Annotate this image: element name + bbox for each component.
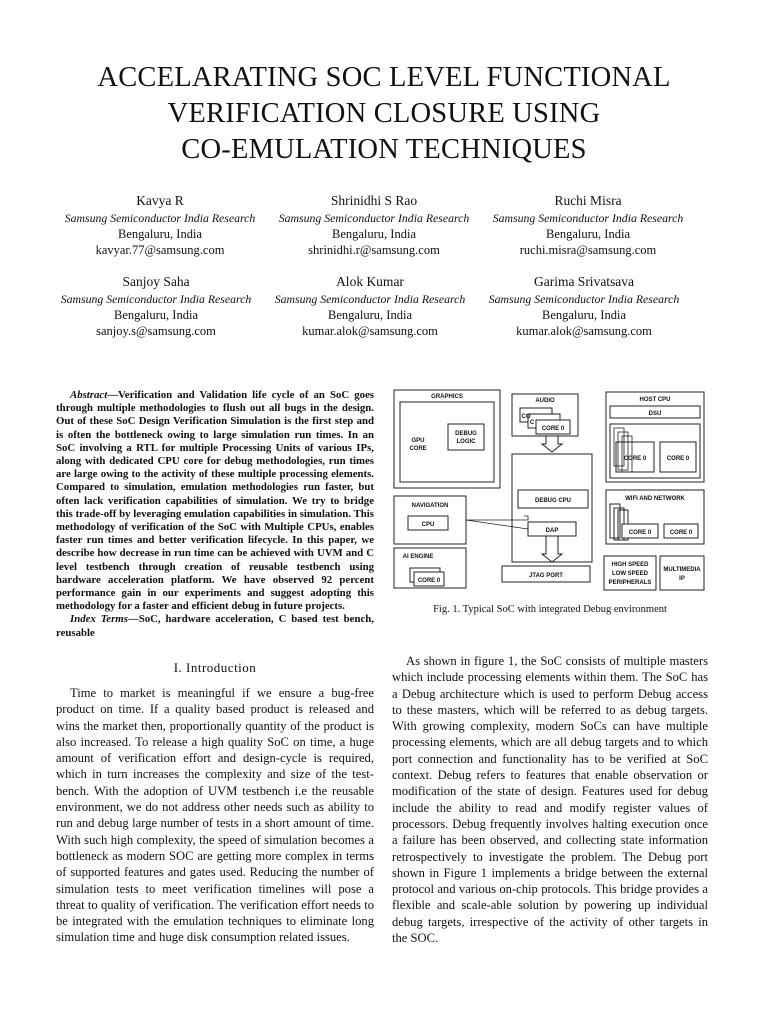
author-city: Bengaluru, India	[113, 308, 198, 322]
author-email: kumar.alok@samsung.com	[516, 324, 652, 338]
author-affiliation: Samsung Semiconductor India Research	[60, 292, 252, 306]
audio-arrow	[542, 436, 562, 452]
multimedia-block	[660, 556, 704, 590]
right-body	[392, 653, 708, 946]
author-city: Bengaluru, India	[545, 227, 630, 241]
debug-logic-label-2: LOGIC	[456, 439, 476, 445]
author-name: Kavya R	[136, 193, 184, 208]
graphics-label: GRAPHICS	[431, 394, 463, 400]
dsu-label: DSU	[648, 411, 662, 417]
author-block	[255, 273, 485, 339]
debug-logic-label-1: DEBUG	[455, 431, 477, 437]
title-line-3: CO-EMULATION TECHNIQUES	[181, 134, 587, 165]
author-name: Garima Srivatsava	[533, 274, 635, 289]
gpu-label-2: CORE	[409, 446, 427, 452]
author-name: Shrinidhi S Rao	[330, 193, 418, 208]
author-name: Sanjoy Saha	[122, 274, 190, 289]
debug-logic-block	[448, 424, 484, 450]
author-affiliation: Samsung Semiconductor India Research	[278, 211, 470, 225]
author-city: Bengaluru, India	[331, 227, 416, 241]
navigation-label: NAVIGATION	[411, 503, 449, 509]
periph-label-1: HIGH SPEED	[611, 562, 649, 568]
right-paragraph: As shown in figure 1, the SoC consists of multiple masters which include processing elements within them. The SoC has a Debug architecture which is used to perform Debug access to these masters, which will be referred to as debug targets. With growing complexity, modern SoCs can have multiple processing elements, which are all debug targets and to which port connection and functionality has to be verified at SoC context. Debug refers to features that enable observation or modification of the state of design. Features used for debug include the ability to read and modify register values of processors. Debug frequently involves halting execution once a failure has been observed, and collecting state information retrospectively to investigate the problem. The Debug port shown in Figure 1 implements a bridge between the external protocol and various on-chip protocols. This bridge provides a flexible and scale-able solution by powering up individual debug targets, irrespective of the activity of other targets in the SOC.	[392, 654, 708, 946]
host-core-b-label: CORE 0	[666, 456, 690, 462]
author-name: Ruchi Misra	[554, 193, 622, 208]
audio-label: AUDIO	[535, 398, 555, 404]
author-affiliation: Samsung Semiconductor India Research	[64, 211, 256, 225]
title-line-2: VERIFICATION CLOSURE USING	[167, 98, 601, 129]
host-core-a-label: CORE 0	[623, 456, 647, 462]
author-email: shrinidhi.r@samsung.com	[308, 243, 440, 257]
dap-label: DAP	[545, 528, 559, 534]
dap-to-jtag-arrow	[542, 536, 562, 562]
ai-engine-label: AI ENGINE	[402, 554, 434, 560]
periph-label-2: LOW SPEED	[611, 571, 649, 577]
figure-caption: Fig. 1. Typical SoC with integrated Debug environment	[433, 604, 667, 615]
wifi-core-a-label: CORE 0	[628, 530, 652, 536]
author-city: Bengaluru, India	[541, 308, 626, 322]
host-cpu-label: HOST CPU	[639, 397, 671, 403]
wifi-label: WIFI AND NETWORK	[625, 496, 685, 502]
abstract-paragraph	[56, 389, 374, 613]
audio-core-back2-label: CO	[521, 414, 531, 420]
author-city: Bengaluru, India	[327, 308, 412, 322]
audio-core-label: CORE 0	[541, 426, 565, 432]
soc-diagram	[392, 384, 708, 594]
nav-cpu-label: CPU	[421, 522, 435, 528]
jtag-label: JTAG PORT	[529, 573, 563, 579]
wifi-core-b-label: CORE 0	[669, 530, 693, 536]
author-block	[473, 192, 703, 258]
gpu-label-1: GPU	[411, 438, 425, 444]
author-email: kumar.alok@samsung.com	[302, 324, 438, 338]
author-block	[41, 273, 271, 339]
section-heading: I. Introduction	[173, 660, 257, 675]
author-email: ruchi.misra@samsung.com	[519, 243, 657, 257]
author-block	[45, 192, 275, 258]
periph-label-3: PERIPHERALS	[608, 580, 652, 586]
paper-title	[40, 60, 728, 168]
index-terms	[56, 613, 374, 639]
audio-core-back1-label: C	[529, 420, 535, 426]
debug-cpu-label: DEBUG CPU	[534, 498, 572, 504]
author-city: Bengaluru, India	[117, 227, 202, 241]
author-affiliation: Samsung Semiconductor India Research	[488, 292, 680, 306]
abstract-label: Abstract	[70, 389, 108, 401]
abstract-section	[56, 389, 374, 640]
index-terms-text: —SoC, hardware acceleration, C based test bench, reusable	[56, 613, 374, 639]
connection-line	[466, 516, 528, 529]
abstract-text: —Verification and Validation life cycle of an SoC goes through multiple methodologies to flush out all bugs in the design. Out of these SoC Design Verification Simulation is the first step and is often the bottleneck owing to large simulation run times. In an SoC involving a RTL for multiple Processing Units of various IPs, along with dedicated CPU core for debug methodologies, run times are large owing to the activity of these multiple processing elements. Compared to simulation, emulation methodologies run faster, but often lack verification capabilities of simulation. We try to bridge this trade-off by leveraging emulation capabilities in simulation. This methodology of verification of the SoC with Multiple CPUs, enables faster run times and better verification lifecycle. In this paper, we describe how decrease in run time can be achieved with UVM and C level testbench through creation of reusable testbench using hardware acceleration platform. We have observed 92 percent performance gain in our experiments and suggest adopting this methodology for a faster and efficient debug in future projects.	[56, 389, 374, 613]
intro-paragraph: Time to market is meaningful if we ensure a bug-free product on time. If a quality based product is released and wins the market then, proportionally quantity of the product is also increased. To release a high quality SoC on time, a huge amount of verification effort and design-cycle is required, which in turn increases the complexity and size of the test-bench. With the adoption of UVM testbench i.e the reusable environment, we do not address other needs such as ability to run and debug large number of tests in a short amount of time. With such high complexity, the speed of simulation becomes a bottleneck as modern SOC are getting more complex in terms of supported features and gates used. Reducing the number of simulation tests to meet verification timelines will pose a threat to quality of verification. The verification effort needs to be integrated with the emulation techniques to eliminate long simulation time and huge disk consumption related issues.	[56, 686, 374, 945]
index-terms-label: Index Terms	[70, 613, 128, 626]
author-email: sanjoy.s@samsung.com	[96, 324, 216, 338]
multimedia-label-1: MULTIMEDIA	[663, 567, 701, 573]
multimedia-label-2: IP	[679, 576, 685, 582]
author-block	[469, 273, 699, 339]
title-line-1: ACCELARATING SOC LEVEL FUNCTIONAL	[97, 62, 671, 93]
intro-body	[56, 685, 374, 946]
author-affiliation: Samsung Semiconductor India Research	[492, 211, 684, 225]
ai-core-label: CORE 0	[417, 578, 441, 584]
author-email: kavyar.77@samsung.com	[95, 243, 225, 257]
author-name: Alok Kumar	[336, 274, 404, 289]
author-affiliation: Samsung Semiconductor India Research	[274, 292, 466, 306]
author-block	[259, 192, 489, 258]
